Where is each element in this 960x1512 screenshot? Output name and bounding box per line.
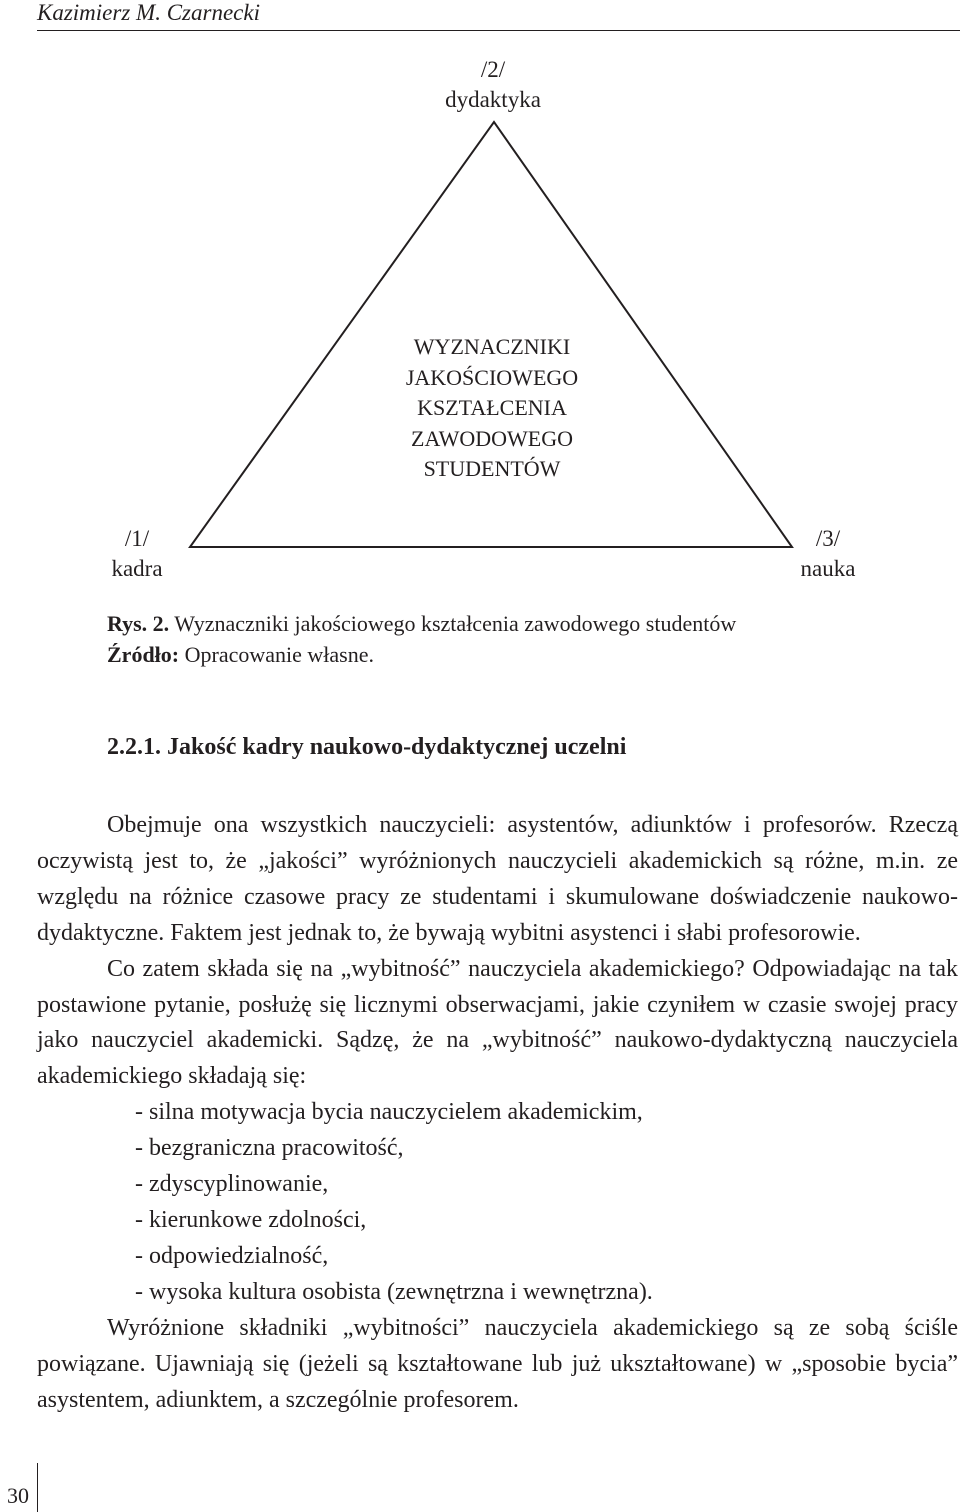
section-heading: 2.2.1. Jakość kadry naukowo-dydaktycznej uczelni [107,734,627,760]
source-label: Źródło: [107,642,180,667]
left-vertex-number: /1/ [124,526,150,551]
source-text: Opracowanie własne. [179,642,374,667]
quality-triangle-diagram [0,0,960,600]
center-line: JAKOŚCIOWEGO [405,364,579,390]
list-item: - bezgraniczna pracowitość, [135,1135,404,1162]
paragraph: Wyróżnione składniki „wybitności” nauczyciela akademickiego są ze sobą ściśle powiązane. Ujawniają się (jeżeli są kształtowane lub już ukształtowane) w „sposobie bycia” asystentem, adiunktem, a szczególnie profesorem. [37,1314,958,1413]
header-author: Kazimierz M. Czarnecki [37,0,260,25]
margin-rule [37,1463,38,1512]
center-line: STUDENTÓW [423,456,561,481]
paragraph: Obejmuje ona wszystkich nauczycieli: asystentów, adiunktów i profesorów. Rzeczą oczywistą jest to, że „jakości” wyróżnionych nauczycieli akademickich są różne, m.in. ze względu na różnice czasowe pracy ze studentami i skumulowane doświadczenie naukowo-dydaktyczne. Faktem jest jednak to, że bywają wybitni asystenci i słabi profesorowie. [37,812,958,946]
top-vertex-label [443,55,543,115]
page-number: 30 [7,1483,29,1508]
center-line: KSZTAŁCENIA [417,395,567,420]
left-vertex-name: kadra [111,556,163,581]
list-item: - silna motywacja bycia nauczycielem akademickim, [135,1099,643,1126]
list-item: - odpowiedzialność, [135,1242,329,1269]
right-vertex-name: nauka [800,556,856,581]
center-line: WYZNACZNIKI [413,334,571,359]
top-vertex-name: dydaktyka [445,87,541,112]
caption-line [107,608,736,639]
right-vertex-label [784,524,872,584]
list-item: - wysoka kultura osobista (zewnętrzna i wewnętrzna). [135,1278,653,1305]
list-item: - zdyscyplinowanie, [135,1171,329,1198]
caption-label: Rys. 2. [107,611,170,636]
right-vertex-number: /3/ [815,526,841,551]
excellence-list [37,1095,958,1310]
top-vertex-number: /2/ [480,57,506,82]
caption-text: Wyznaczniki jakościowego kształcenia zawodowego studentów [169,611,737,636]
figure-caption [107,608,736,670]
left-vertex-label [96,524,178,584]
body-text [37,808,958,1418]
center-line: ZAWODOWEGO [411,425,573,451]
list-item: - kierunkowe zdolności, [135,1206,367,1233]
source-line [107,639,736,670]
paragraph: Co zatem składa się na „wybitność” nauczyciela akademickiego? Odpowiadając na tak postawione pytanie, posłużę się licznymi obserwacjami, jakie czyniłem w czasie swojej pracy jako nauczyciel akademicki. Sądzę, że na „wybitność” naukowo-dydaktyczną nauczyciela akademickiego składają się: [37,955,958,1090]
triangle-center-text [312,332,672,485]
